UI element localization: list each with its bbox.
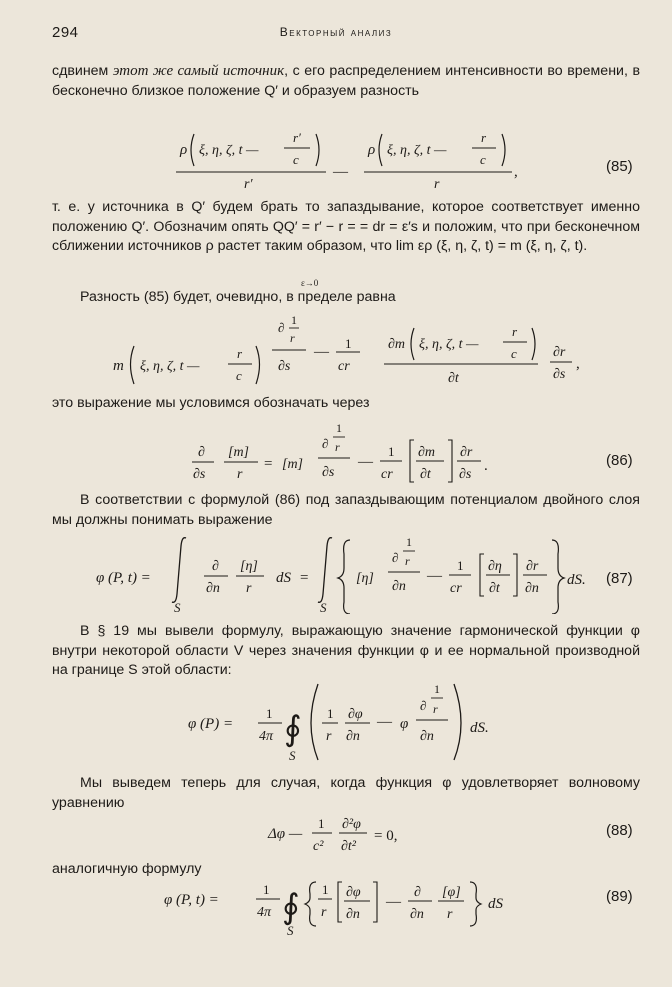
- f89-dn: ∂n: [346, 907, 360, 922]
- f85-args-2: ξ, η, ζ, t —: [387, 143, 447, 158]
- paragraph-2: т. е. у источника в Q′ будем брать то запаздывание, которое соответствует именно положению Q′. Обозначим опять QQ′ = r′ − r = = dr = ε′s и положим, что при бесконечном сближении источников ρ растет таким образом, что lim ερ (ξ, η, ζ, t) = m (ξ, η, ζ, t).: [52, 199, 640, 254]
- f89-rbracket: [373, 882, 377, 922]
- fg-dS-dot: dS.: [470, 720, 489, 736]
- f86-r: r: [237, 467, 243, 482]
- eq-number-86: (86): [606, 452, 633, 469]
- f86-m-br-2: [m]: [282, 457, 304, 472]
- f87-S-1: S: [174, 600, 181, 614]
- f88-d2phi: ∂²φ: [342, 817, 361, 832]
- fg-partial: ∂: [420, 698, 427, 713]
- f86-eq: =: [264, 456, 273, 472]
- f87-deta: ∂η: [488, 559, 502, 574]
- formula-89: [0, 878, 672, 938]
- f85-lparen-2: [379, 134, 382, 166]
- formula-85: [0, 118, 672, 190]
- f89-4pi: 4π: [257, 905, 272, 920]
- paragraph-5: В соответствии с формулой (86) под запаздывающим потенциалом двойного слоя мы должны понимать выражение: [52, 492, 640, 528]
- f85-rho-1: ρ: [180, 142, 188, 158]
- f87-dS-dot: dS.: [567, 572, 586, 588]
- f87-one: 1: [457, 558, 464, 573]
- f87-drdn-den: ∂n: [525, 581, 539, 596]
- fg-4pi: 4π: [259, 729, 274, 744]
- f85-lparen-1: [191, 134, 194, 166]
- p1-text-b: , с его распределением интенсивности во времени, в бесконечно близкое положение Q′ и образуем разность: [52, 63, 640, 99]
- fl-lparen-2: [411, 328, 414, 360]
- f88-one: 1: [318, 816, 325, 831]
- eq-number-87: (87): [606, 570, 633, 587]
- fl-cr: cr: [338, 359, 350, 374]
- f87-dr: ∂r: [526, 559, 539, 574]
- f87-cr: cr: [450, 581, 462, 596]
- f85-c-1: c: [293, 152, 299, 167]
- f86-dot: .: [484, 458, 488, 474]
- f87-lbracket: [480, 554, 484, 596]
- f87-minus: —: [427, 568, 442, 584]
- f87-eta-br-2: [η]: [356, 571, 374, 586]
- f86-one: 1: [388, 444, 395, 459]
- formula-87: [0, 532, 672, 614]
- f86-cr: cr: [381, 467, 393, 482]
- f86-ds: ∂s: [193, 467, 206, 482]
- fg-rparen: [454, 684, 461, 760]
- f85-rparen-2: [502, 134, 505, 166]
- fl-rparen-2: [532, 328, 535, 360]
- f86-dr: ∂r: [460, 445, 473, 460]
- fg-phi: φ: [400, 716, 409, 732]
- f85-rprime-den: r′: [244, 177, 253, 190]
- f86-drds-den: ∂s: [459, 467, 472, 482]
- f89-partial: ∂: [414, 885, 421, 900]
- limit-epsilon-to-zero: ε→0: [301, 278, 319, 288]
- paragraph-1: [52, 62, 640, 101]
- f89-dphi: ∂φ: [346, 885, 361, 900]
- f87-S-2: S: [320, 600, 327, 614]
- f89-one-2: 1: [322, 882, 329, 897]
- page-header: [0, 24, 672, 44]
- f88-laplacian: Δφ —: [268, 826, 303, 842]
- f86-minus: —: [358, 454, 373, 470]
- limit-subscript: [0, 276, 672, 288]
- formula-limit: [0, 312, 672, 388]
- fl-args: ξ, η, ζ, t —: [140, 359, 200, 374]
- fl-partial-1: ∂: [278, 320, 285, 335]
- fg-dn: ∂n: [346, 729, 360, 744]
- f85-minus: —: [333, 164, 348, 180]
- f86-r-sup: r: [335, 440, 340, 454]
- f89-minus: —: [386, 894, 401, 910]
- formula-88: [0, 808, 672, 856]
- f89-contour: ∮: [282, 889, 300, 926]
- f87-eta-br: [η]: [240, 559, 258, 574]
- f89-phi-pt: φ (P, t) =: [164, 892, 219, 908]
- f85-comma: ,: [514, 164, 518, 180]
- f87-lbrace: [338, 540, 350, 614]
- f86-ds-2: ∂s: [322, 465, 335, 480]
- f86-one-sup: 1: [336, 421, 342, 435]
- formula-green: [0, 680, 672, 764]
- fg-lparen: [311, 684, 318, 760]
- fl-r-num: r: [237, 346, 243, 361]
- f86-dm: ∂m: [418, 445, 436, 460]
- fg-minus: —: [377, 714, 392, 730]
- f85-r-den: r: [434, 177, 440, 190]
- f85-rprime-num: r′: [293, 130, 301, 145]
- fl-c: c: [236, 368, 242, 383]
- f87-integral-1: [172, 538, 186, 603]
- fl-c-2: c: [511, 346, 517, 361]
- fl-rparen: [256, 346, 260, 384]
- f87-dS: dS: [276, 570, 291, 586]
- f85-rho-2: ρ: [368, 142, 376, 158]
- f89-rbrace: [470, 882, 481, 926]
- fl-r-sup: r: [290, 331, 295, 345]
- f85-rparen-1: [316, 134, 319, 166]
- f86-partial: ∂: [198, 445, 205, 460]
- paragraph-3: Разность (85) будет, очевидно, в пределе равна: [80, 289, 396, 305]
- f85-r-num: r: [481, 130, 487, 145]
- paragraph-4: это выражение мы условимся обозначать через: [52, 395, 370, 411]
- f87-rbracket: [513, 554, 517, 596]
- fl-m: m: [113, 358, 124, 374]
- f85-args-1: ξ, η, ζ, t —: [199, 143, 259, 158]
- f87-rbrace: [552, 540, 564, 614]
- formula-86: [0, 416, 672, 488]
- f87-one-sup: 1: [406, 535, 412, 549]
- fl-lparen: [131, 346, 135, 384]
- fl-one-sup: 1: [291, 313, 297, 327]
- fl-drds-den: ∂s: [553, 367, 566, 382]
- fl-comma: ,: [576, 356, 580, 372]
- fl-r-num-2: r: [512, 324, 518, 339]
- f87-phi-pt: φ (P, t) =: [96, 570, 151, 586]
- f88-eq-zero: = 0,: [374, 828, 398, 844]
- page-number: 294: [52, 24, 79, 41]
- fl-dr-num: ∂r: [553, 345, 566, 360]
- f87-partial-2: ∂: [392, 550, 399, 565]
- fl-dm: ∂m: [388, 337, 406, 352]
- f89-dn-2: ∂n: [410, 907, 424, 922]
- f86-partial-2: ∂: [322, 436, 329, 451]
- f86-dt: ∂t: [420, 467, 431, 482]
- f87-eq: =: [300, 570, 309, 586]
- f87-dn: ∂n: [206, 581, 220, 596]
- fl-one: 1: [345, 336, 352, 351]
- eq-number-85: (85): [606, 158, 633, 175]
- p1-emphasis: этот же самый источник: [112, 63, 285, 79]
- f89-lbrace: [305, 882, 316, 926]
- fl-dt: ∂t: [448, 371, 459, 386]
- paragraph-6: В § 19 мы вывели формулу, выражающую значение гармонической функции φ внутри некоторой области V через значения функции φ и ее нормальной производной на границе S этой области:: [52, 623, 640, 678]
- fl-args-2: ξ, η, ζ, t —: [419, 337, 479, 352]
- fg-r-sup: r: [433, 702, 438, 716]
- eq-number-89: (89): [606, 888, 633, 905]
- fg-S: S: [289, 748, 296, 763]
- f87-dn-2: ∂n: [392, 579, 406, 594]
- fg-dphi: ∂φ: [348, 707, 363, 722]
- fg-dn-2: ∂n: [420, 729, 434, 744]
- fg-one-2: 1: [327, 706, 334, 721]
- fg-phi-p: φ (P) =: [188, 716, 234, 732]
- f89-S: S: [287, 923, 294, 938]
- f88-dt2: ∂t²: [341, 839, 357, 854]
- fl-ds: ∂s: [278, 359, 291, 374]
- fg-contour: ∮: [284, 711, 302, 748]
- f87-r: r: [246, 581, 252, 596]
- f87-r-sup: r: [405, 554, 410, 568]
- f89-one: 1: [263, 882, 270, 897]
- p1-text-a: сдвинем: [52, 63, 113, 79]
- f87-partial: ∂: [212, 559, 219, 574]
- fg-one-sup: 1: [434, 682, 440, 696]
- fl-minus-1: —: [314, 344, 329, 360]
- f88-c2: c²: [313, 839, 324, 854]
- f86-m-br: [m]: [228, 445, 250, 460]
- f86-lbracket: [410, 440, 414, 482]
- paragraph-7: Мы выведем теперь для случая, когда функция φ удовлетворяет волновому уравнению: [52, 775, 640, 811]
- f86-rbracket: [448, 440, 452, 482]
- fg-r: r: [326, 729, 332, 744]
- f85-c-2: c: [480, 152, 486, 167]
- f89-dS: dS: [488, 896, 503, 912]
- f87-integral-2: [318, 538, 332, 603]
- fg-one: 1: [266, 706, 273, 721]
- eq-number-88: (88): [606, 822, 633, 839]
- f89-r-2: r: [447, 907, 453, 922]
- f89-phi-br: [φ]: [442, 885, 461, 900]
- f89-r: r: [321, 905, 327, 920]
- paragraph-8: аналогичную формулу: [52, 861, 202, 877]
- running-title: Векторный анализ: [279, 25, 393, 39]
- f87-dt: ∂t: [489, 581, 500, 596]
- f89-lbracket: [338, 882, 342, 922]
